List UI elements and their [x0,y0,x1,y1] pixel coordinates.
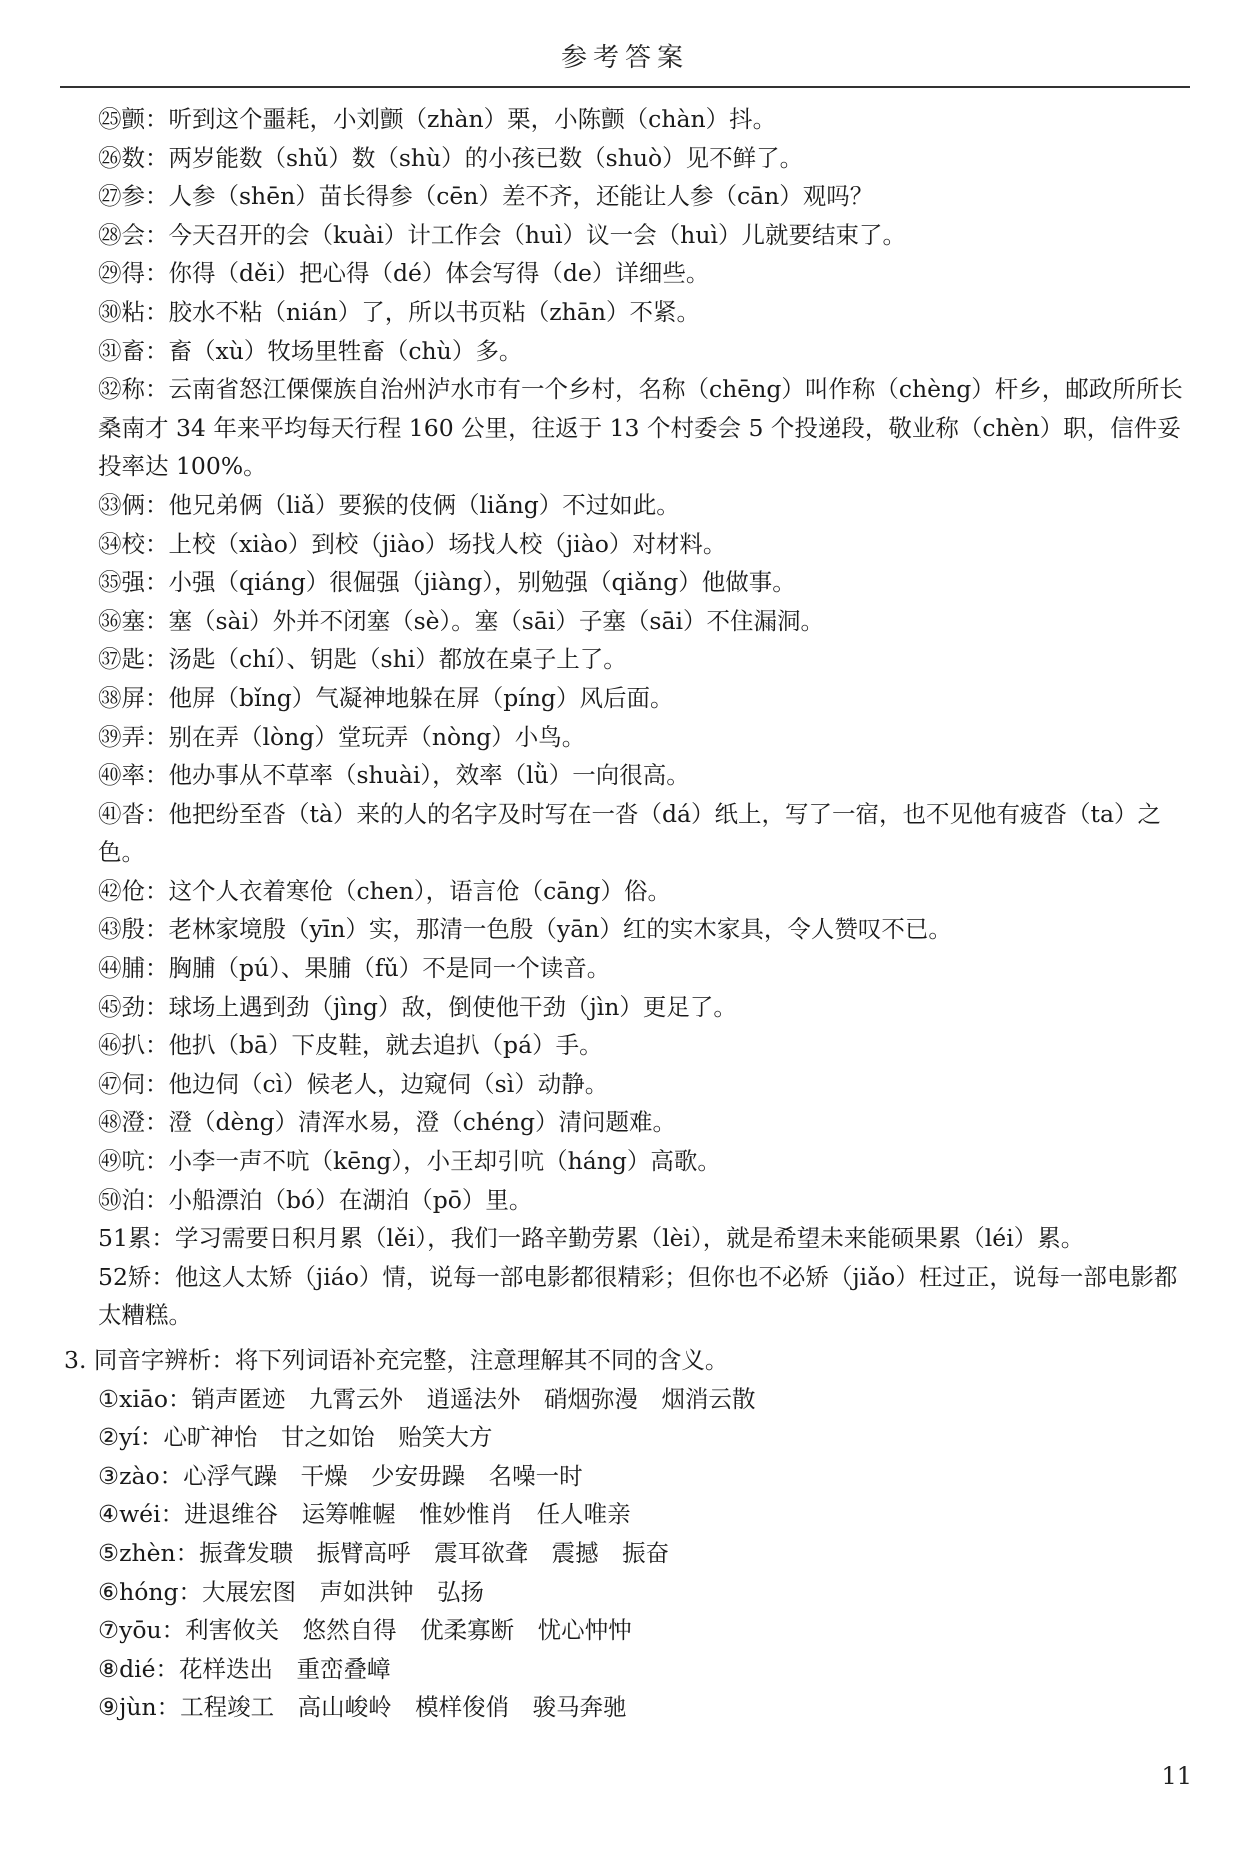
answer-entry [64,872,1194,911]
answer-entry [64,1258,1194,1335]
entry-text: ㉞校：上校（xiào）到校（jiào）场找人校（jiào）对材料。 [98,529,727,558]
entry-text: ㉟强：小强（qiáng）很倔强（jiàng），别勉强（qiǎng）他做事。 [98,568,796,597]
entry-text: ㊼伺：他边伺（cì）候老人，边窥伺（sì）动静。 [98,1069,609,1098]
entry-text: ㉜称：云南省怒江傈僳族自治州泸水市有一个乡村，名称（chēng）叫作称（chèng）杆乡，邮政所所长桑南才 34 年来平均每天行程 160 公里，往返于 13 个村委会 5 个投递段，敬业称（chèn）职，信件妥投率达 100%。 [98,375,1183,481]
entry-text: ㊾吭：小李一声不吭（kēng），小王却引吭（háng）高歌。 [98,1147,721,1176]
entry-text: ㊸殷：老林家境殷（yīn）实，那清一色殷（yān）红的实木家具，令人赞叹不已。 [98,915,952,944]
homophone-item: ⑦yōu：利害攸关 悠然自得 优柔寡断 忧心忡忡 [98,1616,632,1645]
entry-text: ㊿泊：小船漂泊（bó）在湖泊（pō）里。 [98,1185,533,1214]
entry-text: ㊽澄：澄（dèng）清浑水易，澄（chéng）清问题难。 [98,1108,677,1137]
entry-text: ㊹脯：胸脯（pú）、果脯（fǔ）不是同一个读音。 [98,954,611,983]
entry-text: ㉗参：人参（shēn）苗长得参（cēn）差不齐，还能让人参（cān）观吗？ [98,182,874,211]
entry-text: ㉚粘：胶水不粘（nián）了，所以书页粘（zhān）不紧。 [98,297,700,326]
homophone-item: ④wéi：进退维谷 运筹帷幄 惟妙惟肖 任人唯亲 [98,1500,631,1529]
answer-entry [64,486,1194,525]
homophone-item: ⑥hóng：大展宏图 声如洪钟 弘扬 [98,1577,485,1606]
entry-text: ㊷伧：这个人衣着寒伧（chen），语言伧（cāng）俗。 [98,876,671,905]
answer-entry [64,1142,1194,1181]
answer-content [64,100,1194,1727]
answer-entry [64,332,1194,371]
answer-entry [64,139,1194,178]
answer-entry [64,679,1194,718]
entry-text: ㉘会：今天召开的会（kuài）计工作会（huì）议一会（huì）儿就要结束了。 [98,220,906,249]
answer-entry [64,563,1194,602]
answer-entry [64,254,1194,293]
page-title: 参考答案 [560,43,689,73]
answer-entry [64,756,1194,795]
answer-entry [64,525,1194,564]
entry-text: ㊶沓：他把纷至沓（tà）来的人的名字及时写在一沓（dá）纸上，写了一宿，也不见他有疲沓（ta）之色。 [98,799,1161,867]
answer-entry [64,370,1194,486]
entry-text: ㊲匙：汤匙（chí）、钥匙（shi）都放在桌子上了。 [98,645,627,674]
section-3-title: 3. 同音字辨析：将下列词语补充完整，注意理解其不同的含义。 [64,1346,729,1374]
entry-text: ㉕颤：听到这个噩耗，小刘颤（zhàn）栗，小陈颤（chàn）抖。 [98,105,777,133]
entry-text: 51累：学习需要日积月累（lěi），我们一路辛勤劳累（lèi），就是希望未来能硕果累（léi）累。 [98,1224,1085,1253]
entry-text: ㉙得：你得（děi）把心得（dé）体会写得（de）详细些。 [98,259,710,288]
answer-entry [64,602,1194,641]
homophone-item: ①xiāo：销声匿迹 九霄云外 逍遥法外 硝烟弥漫 烟消云散 [98,1384,756,1413]
homophone-item: ⑤zhèn：振聋发聩 振臂高呼 震耳欲聋 震撼 振奋 [98,1538,670,1567]
answer-entry [64,1065,1194,1104]
entry-text: ㊵率：他办事从不草率（shuài），效率（lǜ）一向很高。 [98,761,690,790]
answer-entry [64,718,1194,757]
entry-text: ㊱塞：塞（sài）外并不闭塞（sè）。塞（sāi）子塞（sāi）不住漏洞。 [98,606,824,635]
page-header [60,30,1190,88]
entry-text: ㊴弄：别在弄（lòng）堂玩弄（nòng）小鸟。 [98,722,586,751]
answer-entry [64,910,1194,949]
entry-text: ㊳屏：他屏（bǐng）气凝神地躲在屏（píng）风后面。 [98,683,674,712]
answer-entry [64,1181,1194,1220]
entry-text: 52矫：他这人太矫（jiáo）情，说每一部电影都很精彩；但你也不必矫（jiǎo）枉过正，说每一部电影都太糟糕。 [98,1262,1178,1330]
entry-text: ㊺劲：球场上遇到劲（jìng）敌，倒使他干劲（jìn）更足了。 [98,992,737,1021]
answer-entry [64,216,1194,255]
answer-entry [64,795,1194,872]
entry-text: ㉛畜：畜（xù）牧场里牲畜（chù）多。 [98,336,523,365]
answer-entry [64,1026,1194,1065]
answer-entry [64,1219,1194,1258]
answer-entry [64,177,1194,216]
homophone-item: ③zào：心浮气躁 干燥 少安毋躁 名噪一时 [98,1461,583,1490]
entry-text: ㊻扒：他扒（bā）下皮鞋，就去追扒（pá）手。 [98,1031,603,1060]
homophone-item: ②yí：心旷神怡 甘之如饴 贻笑大方 [98,1423,493,1452]
answer-entry [64,988,1194,1027]
answer-entry [64,949,1194,988]
entry-text: ㉝俩：他兄弟俩（liǎ）要猴的伎俩（liǎng）不过如此。 [98,490,680,519]
homophone-item: ⑨jùn：工程竣工 高山峻岭 模样俊俏 骏马奔驰 [98,1693,627,1722]
homophone-item: ⑧dié：花样迭出 重峦叠嶂 [98,1654,391,1683]
answer-entry [64,640,1194,679]
answer-entry [64,100,1194,139]
entry-text: ㉖数：两岁能数（shǔ）数（shù）的小孩已数（shuò）见不鲜了。 [98,143,804,172]
answer-entry [64,1103,1194,1142]
page-number: 11 [1161,1762,1192,1790]
answer-entry [64,293,1194,332]
